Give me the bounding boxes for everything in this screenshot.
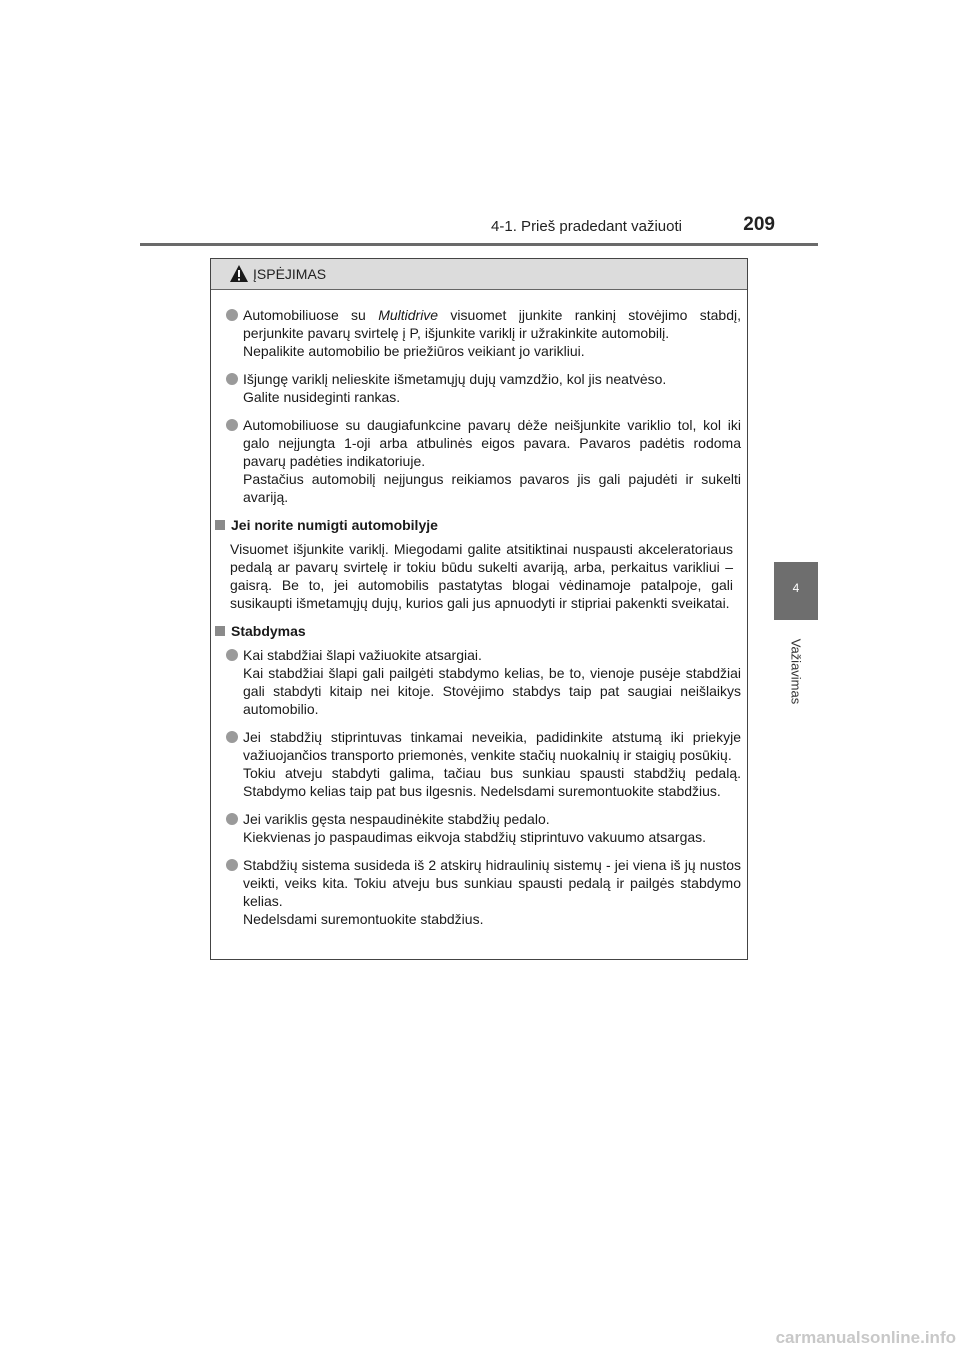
section-title: 4-1. Prieš pradedant važiuoti bbox=[491, 218, 682, 235]
paragraph: Stabdžių sistema susideda iš 2 atskirų hidraulinių sistemų - jei viena iš jų nustos veikti, veiks kita. Tokiu atveju bus sunkiau spausti pedalą ir pailgės stabdymo kelias. bbox=[243, 857, 741, 909]
paragraph: Pastačius automobilį neįjungus reikiamos pavaros jis gali pajudėti ir sukelti avariją. bbox=[243, 471, 741, 505]
bullet-icon bbox=[226, 731, 238, 743]
paragraph: Nepalikite automobilio be priežiūros veikiant jo varikliui. bbox=[243, 343, 585, 359]
bullet-icon bbox=[226, 649, 238, 661]
paragraph: Automobiliuose su daugiafunkcine pavarų dėže neišjunkite variklio tol, kol iki galo neįjungta 1-oji arba atbulinės eigos pavara. Pavaros padėtis rodoma pavarų padėties indikatoriuje. bbox=[243, 417, 741, 469]
bullet-icon bbox=[226, 859, 238, 871]
chapter-number: 4 bbox=[792, 581, 800, 595]
section-heading: Stabdymas bbox=[211, 622, 741, 640]
emphasis-text: Multidrive bbox=[378, 307, 439, 323]
paragraph: Nedelsdami suremontuokite stabdžius. bbox=[243, 911, 484, 927]
page-header bbox=[0, 0, 960, 250]
square-bullet-icon bbox=[215, 626, 225, 636]
list-item bbox=[211, 646, 741, 718]
list-item bbox=[211, 306, 741, 360]
paragraph: Automobiliuose su Multidrive visuomet įjunkite rankinį stovėjimo stabdį, perjunkite pavarų svirtelę į P, išjunkite variklį ir užrakinkite automobilį. bbox=[243, 307, 741, 341]
paragraph: Kai stabdžiai šlapi važiuokite atsargiai. bbox=[243, 647, 482, 663]
warning-triangle-icon bbox=[229, 264, 249, 283]
warning-body bbox=[211, 290, 747, 928]
bullet-icon bbox=[226, 373, 238, 385]
paragraph: Kai stabdžiai šlapi gali pailgėti stabdymo kelias, be to, vienoje pusėje stabdžiai gali stabdyti kitaip nei kitoje. Stovėjimo stabdys taip pat saugiai neišlaikys automobilio. bbox=[243, 665, 741, 717]
list-item bbox=[211, 728, 741, 800]
paragraph: Jei variklis gęsta nespaudinėkite stabdžių pedalo. bbox=[243, 811, 550, 827]
paragraph: Kiekvienas jo paspaudimas eikvoja stabdžių stiprintuvo vakuumo atsargas. bbox=[243, 829, 707, 845]
warning-title: ĮSPĖJIMAS bbox=[253, 266, 327, 282]
warning-header bbox=[211, 259, 747, 290]
page-number: 209 bbox=[743, 214, 775, 235]
paragraph: Jei stabdžių stiprintuvas tinkamai neveikia, padidinkite atstumą iki priekyje važiuojančios transporto priemonės, venkite stačių nuokalnių ir staigių posūkių. bbox=[243, 729, 741, 763]
bullet-icon bbox=[226, 309, 238, 321]
list-item bbox=[211, 370, 741, 406]
list-item bbox=[211, 856, 741, 928]
list-item bbox=[211, 810, 741, 846]
warning-box bbox=[210, 258, 748, 960]
section-paragraph: Visuomet išjunkite variklį. Miegodami galite atsitiktinai nuspausti akceleratoriaus pedalą ar pavarų svirtelę ir tokiu būdu sukelti avariją, arba, perkaitus varikliui – gaisrą. Be to, jei automobilis pastatytas blogai vėdinamoje patalpoje, gali susikaupti išmetamųjų dujų, kurios gali jus apnuodyti ir stipriai pakenkti sveikatai. bbox=[230, 541, 733, 611]
bullet-icon bbox=[226, 419, 238, 431]
paragraph: Galite nusideginti rankas. bbox=[243, 389, 401, 405]
list-item bbox=[211, 416, 741, 506]
paragraph: Išjungę variklį nelieskite išmetamųjų dujų vamzdžio, kol jis neatvėso. bbox=[243, 371, 667, 387]
watermark: carmanualsonline.info bbox=[775, 1328, 956, 1347]
bullet-icon bbox=[226, 813, 238, 825]
chapter-tab bbox=[774, 562, 818, 620]
chapter-label: Važiavimas bbox=[788, 638, 804, 705]
section-heading: Jei norite numigti automobilyje bbox=[211, 516, 741, 534]
square-bullet-icon bbox=[215, 520, 225, 530]
paragraph: Tokiu atveju stabdyti galima, tačiau bus sunkiau spausti stabdžių pedalą. Stabdymo kelias taip pat bus ilgesnis. Nedelsdami suremontuokite stabdžius. bbox=[243, 765, 741, 799]
header-divider bbox=[140, 243, 818, 246]
